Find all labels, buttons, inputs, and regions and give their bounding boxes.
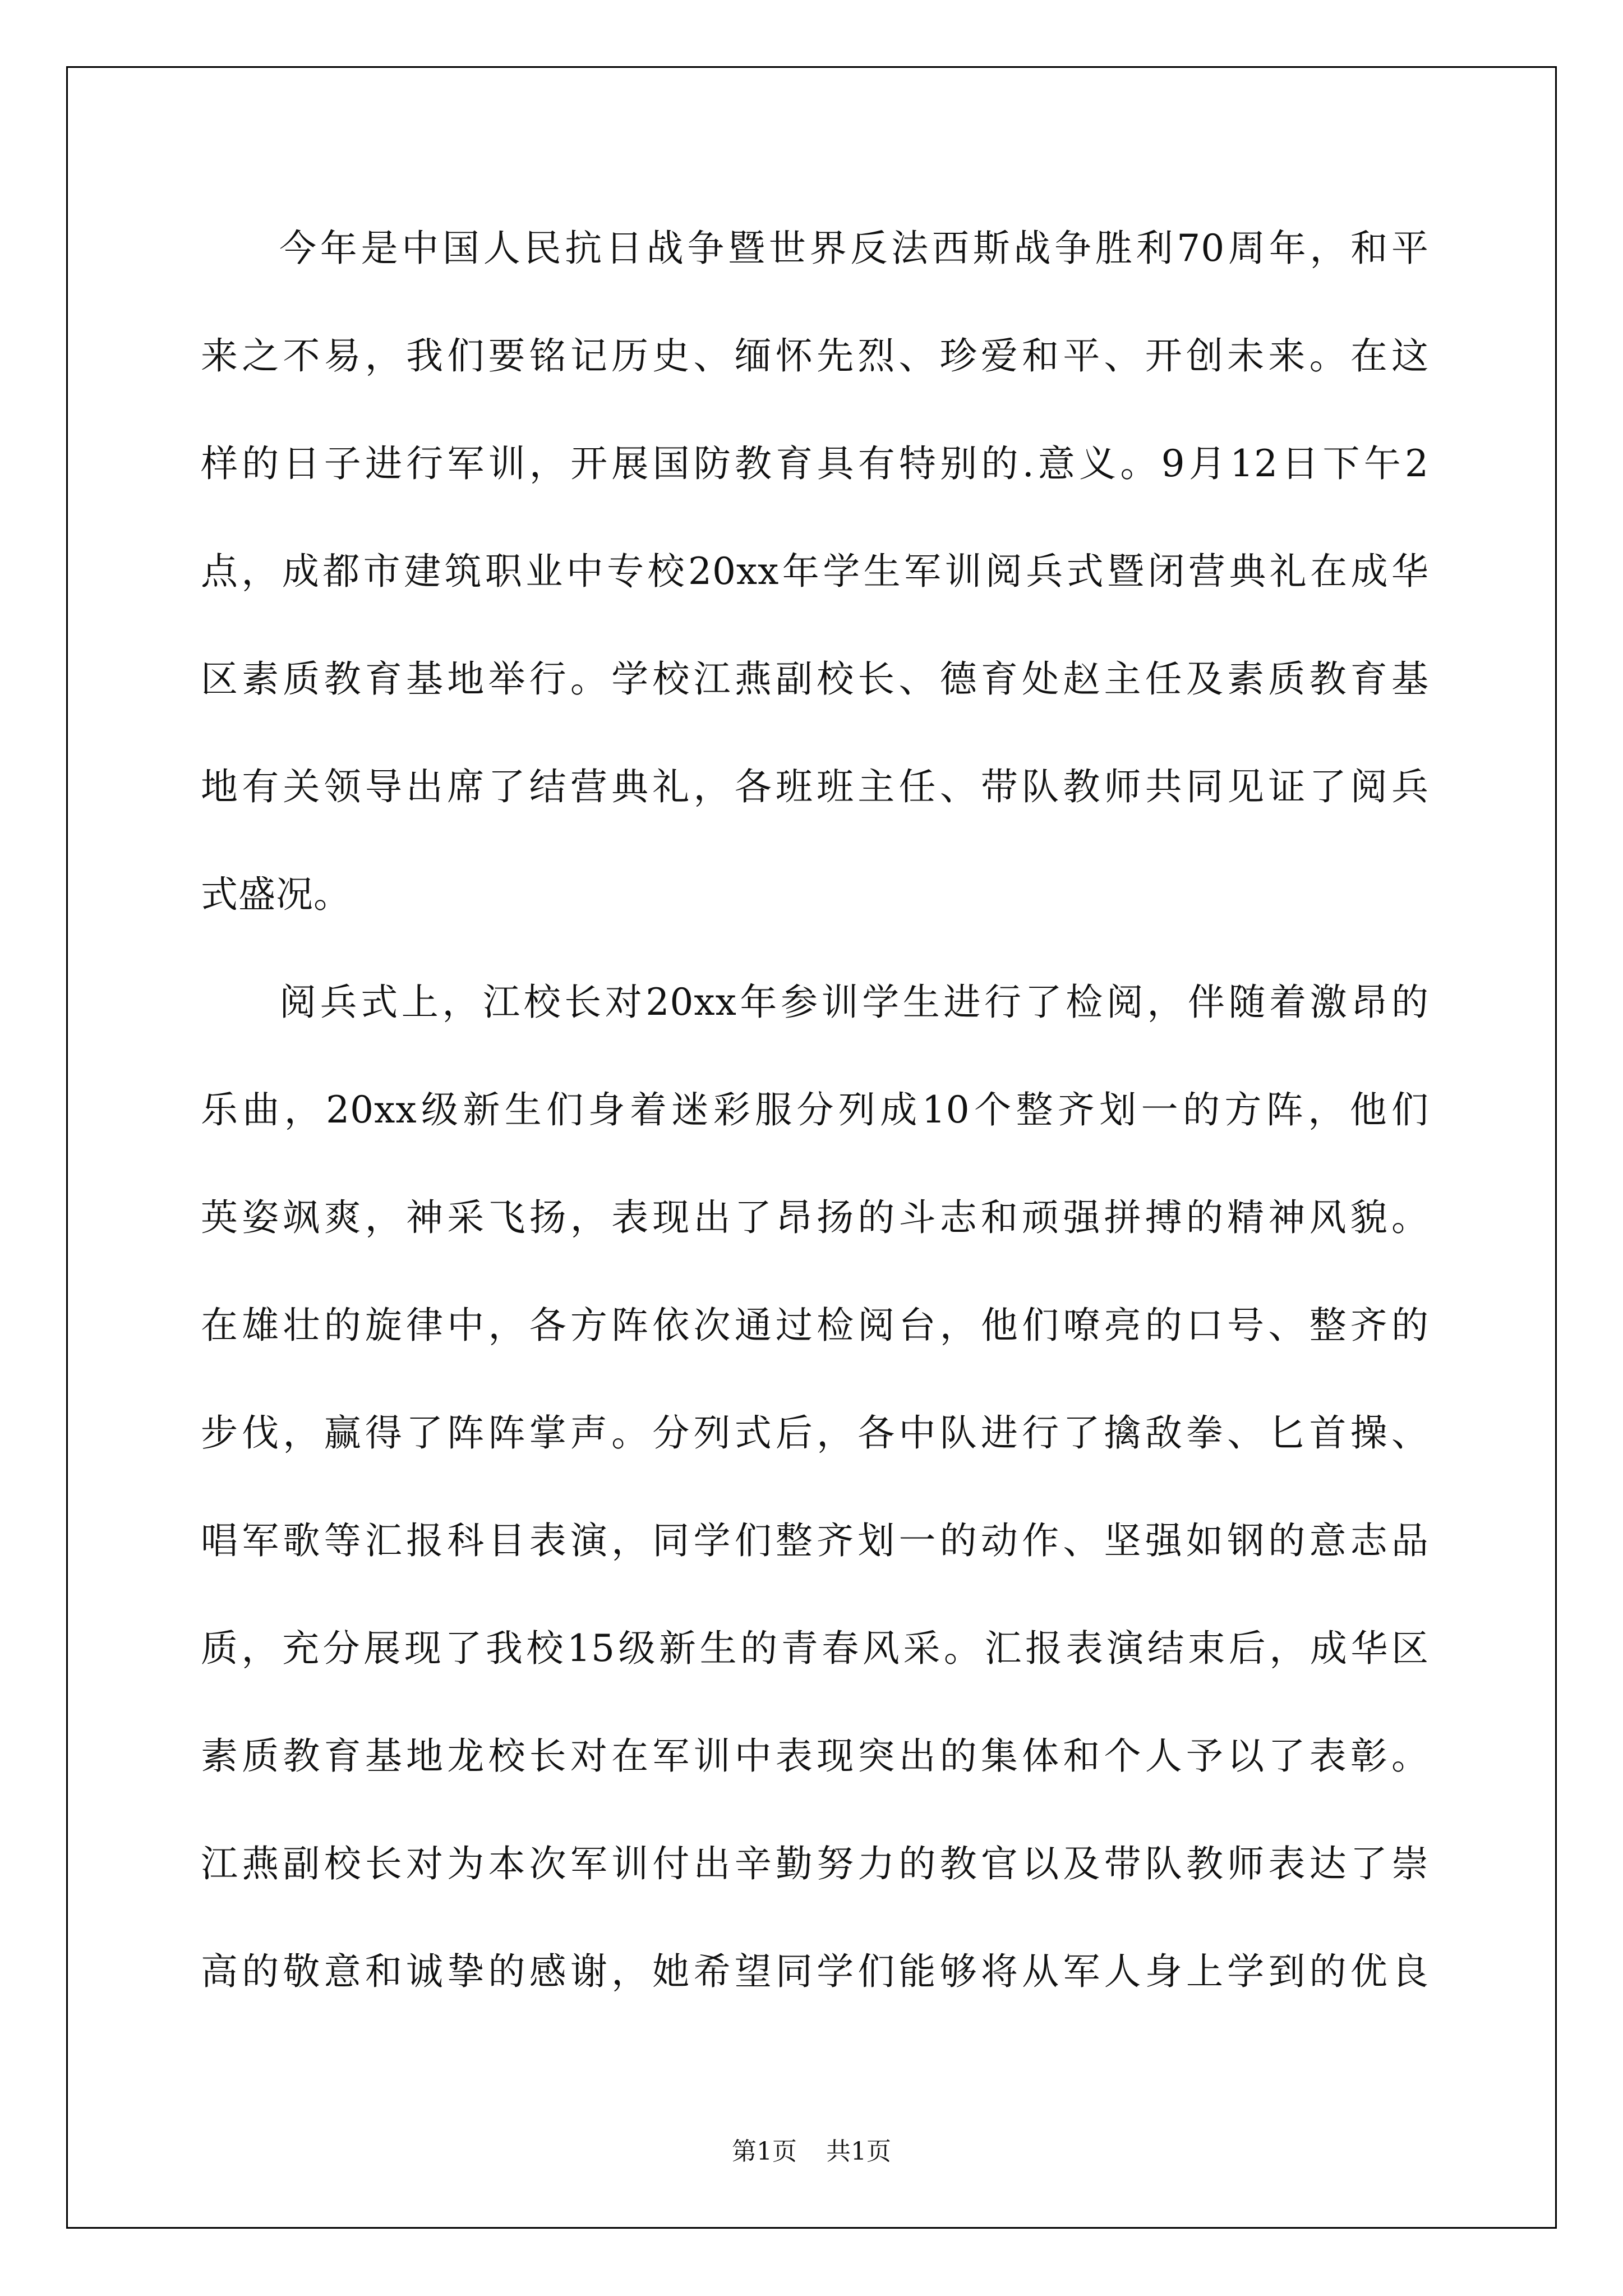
- text-line: 样的日子进行军训，开展国防教育具有特别的.意义。9月12日下午2: [201, 442, 1429, 485]
- text-line: 式盛况。: [201, 873, 351, 916]
- text-line: 在雄壮的旋律中，各方阵依次通过检阅台，他们嘹亮的口号、整齐的: [201, 1304, 1429, 1347]
- text-line: 质，充分展现了我校15级新生的青春风采。汇报表演结束后，成华区: [201, 1627, 1429, 1670]
- text-line: 乐曲，20xx级新生们身着迷彩服分列成10个整齐划一的方阵，他们: [201, 1088, 1429, 1131]
- text-line: 素质教育基地龙校长对在军训中表现突出的集体和个人予以了表彰。: [201, 1734, 1429, 1778]
- page-total: 共1页: [826, 2137, 891, 2166]
- text-line: 江燕副校长对为本次军训付出辛勤努力的教官以及带队教师表达了崇: [201, 1842, 1429, 1885]
- page-number: 第1页: [732, 2137, 797, 2166]
- text-line: 高的敬意和诚挚的感谢，她希望同学们能够将从军人身上学到的优良: [201, 1950, 1429, 1993]
- text-line: 阅兵式上，江校长对20xx年参训学生进行了检阅，伴随着激昂的: [279, 981, 1429, 1024]
- text-line: 步伐，赢得了阵阵掌声。分列式后，各中队进行了擒敌拳、匕首操、: [201, 1411, 1429, 1455]
- text-line: 今年是中国人民抗日战争暨世界反法西斯战争胜利70周年，和平: [279, 227, 1429, 270]
- text-line: 唱军歌等汇报科目表演，同学们整齐划一的动作、坚强如钢的意志品: [201, 1519, 1429, 1562]
- document-body: [201, 222, 1429, 2053]
- text-line: 点，成都市建筑职业中专校20xx年学生军训阅兵式暨闭营典礼在成华: [201, 550, 1429, 593]
- text-line: 英姿飒爽，神采飞扬，表现出了昂扬的斗志和顽强拼搏的精神风貌。: [201, 1196, 1429, 1239]
- page-footer: [0, 2136, 1623, 2168]
- text-line: 来之不易，我们要铭记历史、缅怀先烈、珍爱和平、开创未来。在这: [201, 334, 1429, 378]
- text-line: 地有关领导出席了结营典礼，各班班主任、带队教师共同见证了阅兵: [201, 765, 1429, 808]
- text-line: 区素质教育基地举行。学校江燕副校长、德育处赵主任及素质教育基: [201, 657, 1429, 701]
